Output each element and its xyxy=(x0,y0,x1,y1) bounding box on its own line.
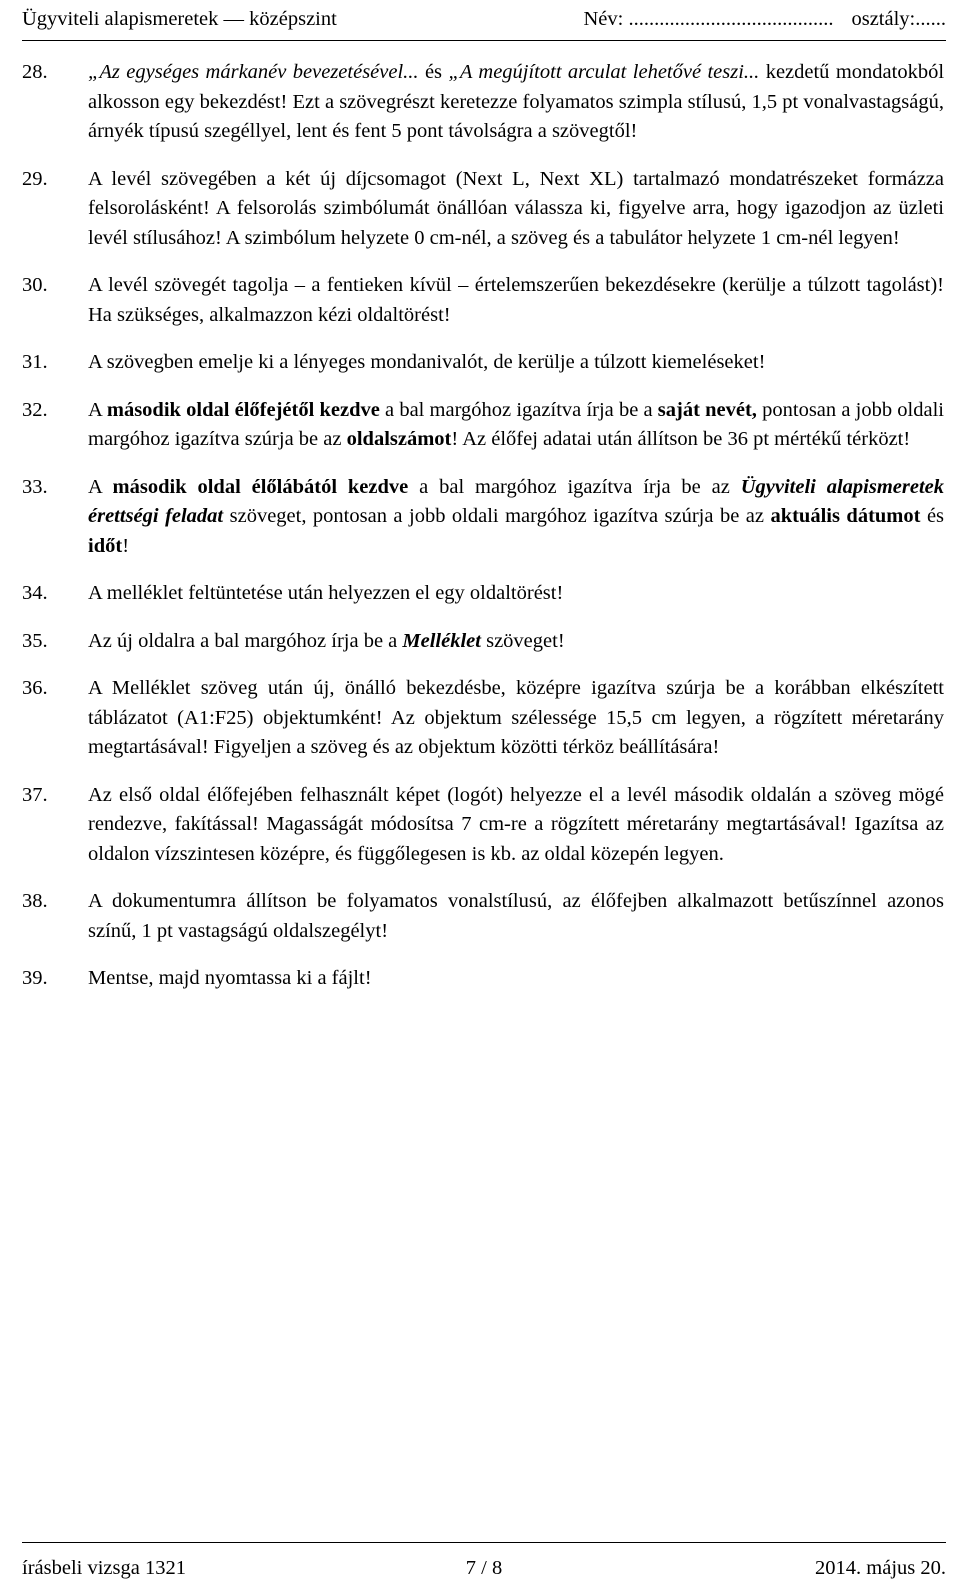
task-text xyxy=(88,964,944,994)
task-text xyxy=(88,579,944,609)
task-item xyxy=(22,396,944,455)
task-number: 32. xyxy=(22,398,48,421)
task-number: 37. xyxy=(22,783,48,806)
text-run: pontosan a jobb oldali margóhoz igazítva szúrja be az xyxy=(88,398,944,450)
text-run: a bal margóhoz igazítva írja be az xyxy=(408,475,741,498)
task-text xyxy=(88,674,944,763)
text-run: a bal margóhoz igazítva írja be a xyxy=(379,398,658,421)
task-item xyxy=(22,627,944,657)
text-run: Mentse, majd nyomtassa ki a fájlt! xyxy=(88,967,372,989)
text-run: A Melléklet szöveg után új, önálló bekezdésbe, középre igazítva szúrja be a korábban elkészített táblázatot (A1:F25) objektumként! Az objektum szélessége 15,5 cm legyen, a rögzített méretarány megtartásával! Figyeljen a szöveg és az objektum közötti térköz beállítására! xyxy=(88,677,944,758)
task-item xyxy=(22,781,944,870)
task-item xyxy=(22,887,944,946)
footer-page-number: 7 / 8 xyxy=(465,1557,503,1579)
text-run: szöveget, pontosan a jobb oldali margóhoz igazítva szúrja be az xyxy=(223,505,771,527)
emphasized-text: aktuális dátumot xyxy=(770,505,921,527)
text-run: A levél szövegében a két új díjcsomagot (Next L, Next XL) tartalmazó mondatrészeket formázza felsorolásként! A felsorolás szimbólumát önállóan válassza ki, figyelve arra, hogy igazodjon az üzleti levél stílusához! A szimbólum helyzete 0 cm-nél, a szöveg és a tabulátor helyzete 1 cm-nél legyen! xyxy=(88,167,944,249)
task-number: 31. xyxy=(22,351,48,373)
emphasized-text: oldalszámot xyxy=(346,428,452,450)
task-text xyxy=(88,473,944,562)
text-run: ! xyxy=(122,534,130,557)
task-number: 33. xyxy=(22,475,48,498)
page-header xyxy=(22,4,946,41)
text-run: és xyxy=(920,505,945,527)
task-number: 28. xyxy=(22,61,48,83)
text-run: és xyxy=(424,61,449,83)
task-list xyxy=(22,58,944,1012)
task-item xyxy=(22,271,944,330)
task-text xyxy=(88,781,944,870)
page-footer xyxy=(22,1542,946,1583)
header-name-field: Név: ........................................ xyxy=(583,8,834,30)
text-run: A xyxy=(88,398,107,421)
emphasized-text: második oldal élőfejétől kezdve xyxy=(106,398,380,421)
task-number: 39. xyxy=(22,967,48,989)
emphasized-text: második oldal élőlábától kezdve xyxy=(112,475,409,498)
footer-exam-id: írásbeli vizsga 1321 xyxy=(22,1557,186,1579)
emphasized-text: „Az egységes márkanév bevezetésével... xyxy=(88,61,425,83)
task-item xyxy=(22,473,944,562)
task-text xyxy=(88,271,944,330)
header-fields xyxy=(584,4,947,34)
task-item xyxy=(22,58,944,147)
header-title: Ügyviteli alapismeretek — középszint xyxy=(22,8,337,30)
text-run: ! Az élőfej adatai után állítson be 36 pt mértékű térközt! xyxy=(451,428,911,450)
text-run: Az új oldalra a bal margóhoz írja be a xyxy=(88,629,403,652)
task-number: 36. xyxy=(22,677,48,699)
task-number: 34. xyxy=(22,582,48,604)
task-number: 38. xyxy=(22,890,48,912)
task-item xyxy=(22,579,944,609)
emphasized-text: „A megújított arculat lehetővé teszi... xyxy=(448,61,766,83)
footer-date: 2014. május 20. xyxy=(815,1557,946,1579)
task-number: 29. xyxy=(22,167,48,190)
header-class-field: osztály:...... xyxy=(851,8,946,30)
emphasized-text: saját nevét, xyxy=(657,398,757,421)
task-number: 35. xyxy=(22,629,48,652)
emphasized-text: időt xyxy=(88,534,123,557)
text-run: kezdetű mondatokból alkosson egy bekezdést! Ezt a szövegrészt keretezze folyamatos szimpla stílusú, 1,5 pt vonalvastagságú, árnyék típusú szegéllyel, lent és fent 5 pont távolságra a szövegtől! xyxy=(88,61,945,142)
text-run: A melléklet feltüntetése után helyezzen el egy oldaltörést! xyxy=(88,582,564,604)
task-item xyxy=(22,964,944,994)
task-item xyxy=(22,165,944,254)
task-text xyxy=(88,396,944,455)
task-item xyxy=(22,348,944,378)
task-text xyxy=(88,887,944,946)
text-run: A levél szövegét tagolja – a fentieken kívül – értelemszerűen bekezdésekre (kerülje a túlzott tagolást)! Ha szükséges, alkalmazzon kézi oldaltörést! xyxy=(88,274,944,326)
task-item xyxy=(22,674,944,763)
task-number: 30. xyxy=(22,274,48,296)
text-run: A dokumentumra állítson be folyamatos vonalstílusú, az élőfejben alkalmazott betűszínnel azonos színű, 1 pt vastagságú oldalszegélyt! xyxy=(88,890,944,942)
emphasized-text: Ügyviteli alapismeretek érettségi feladat xyxy=(88,475,944,527)
text-run: Az első oldal élőfejében felhasznált képet (logót) helyezze el a levél második oldalán a szöveg mögé rendezve, fakítással! Magasságát módosítsa 7 cm-re a rögzített méretarány megtartásával! Igazítsa az oldalon vízszintesen középre, és függőlegesen is kb. az oldal közepén legyen. xyxy=(88,783,944,865)
text-run: A xyxy=(88,475,113,498)
task-text xyxy=(88,348,944,378)
text-run: A szövegben emelje ki a lényeges mondanivalót, de kerülje a túlzott kiemeléseket! xyxy=(88,351,766,373)
task-text xyxy=(88,627,944,657)
text-run: szöveget! xyxy=(480,629,565,652)
task-text xyxy=(88,58,944,147)
emphasized-text: Melléklet xyxy=(402,629,481,652)
task-text xyxy=(88,165,944,254)
